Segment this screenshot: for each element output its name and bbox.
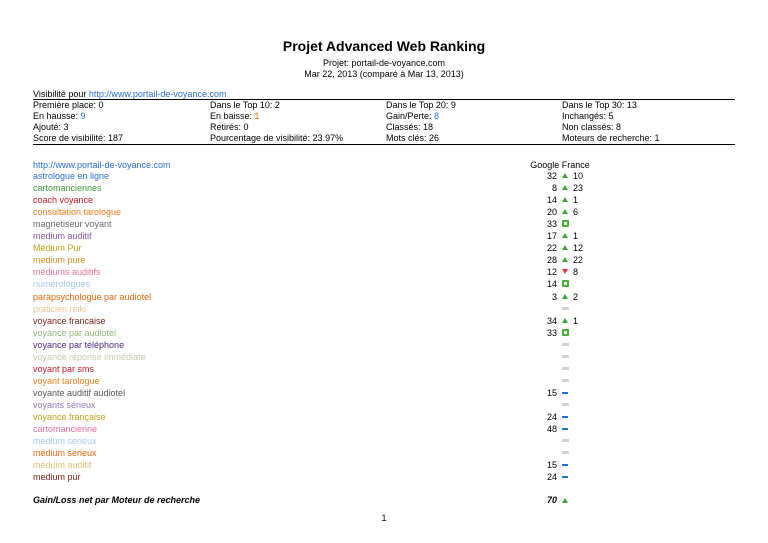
keyword-name: voyance francaise bbox=[33, 315, 106, 326]
stat-value: 1 bbox=[254, 111, 260, 121]
stat-item bbox=[386, 100, 456, 110]
keyword-change: 10 bbox=[573, 171, 584, 181]
unchanged-dash-icon bbox=[562, 473, 570, 481]
keyword-change: 12 bbox=[573, 243, 584, 254]
arrow-up-icon bbox=[562, 184, 570, 192]
keyword-name: coach voyance bbox=[33, 195, 94, 206]
stat-item bbox=[33, 100, 104, 110]
stat-value: 0 bbox=[98, 100, 104, 110]
keyword-name: médiums auditifs bbox=[33, 267, 101, 278]
keyword-rank: 48 bbox=[546, 424, 557, 435]
keyword-change: 22 bbox=[573, 255, 584, 266]
stat-label: En baisse: bbox=[210, 111, 255, 121]
keyword-rank: 34 bbox=[546, 315, 557, 326]
keyword-rank: 14 bbox=[546, 195, 557, 206]
arrow-up-icon bbox=[562, 232, 570, 240]
stat-item bbox=[210, 100, 280, 110]
date-line: Mar 22, 2013 (comparé à Mar 13, 2013) bbox=[304, 69, 464, 79]
stat-value: 9 bbox=[80, 111, 86, 121]
keyword-name: cartomancienne bbox=[33, 424, 98, 435]
stat-label: Dans le Top 10: bbox=[210, 100, 275, 110]
keyword-name: voyants sérieux bbox=[33, 399, 96, 410]
stat-label: Ajouté: bbox=[33, 122, 64, 132]
stat-label: Inchangés: bbox=[562, 111, 609, 121]
unchanged-dash-icon bbox=[562, 461, 570, 469]
keyword-name: voyante auditif audiotel bbox=[33, 387, 126, 398]
keyword-change: 1 bbox=[573, 195, 579, 206]
keyword-name: cartomanciennes bbox=[33, 183, 102, 194]
stat-label: En hausse: bbox=[33, 111, 81, 121]
stat-label: Classés: bbox=[386, 122, 424, 132]
keyword-rank: 12 bbox=[546, 267, 557, 278]
keyword-change: 23 bbox=[573, 183, 584, 194]
keyword-rank: 24 bbox=[546, 412, 557, 422]
keyword-rank: 3 bbox=[551, 291, 557, 302]
stat-value: 23.97% bbox=[312, 133, 344, 143]
stat-label: Mots clés: bbox=[386, 133, 430, 143]
keyword-rank: 22 bbox=[546, 243, 557, 254]
arrow-up-icon bbox=[562, 317, 570, 325]
project-line: Projet: portail-de-voyance.com bbox=[322, 58, 446, 68]
stat-value: 2 bbox=[274, 100, 280, 110]
not-ranked-icon bbox=[562, 437, 570, 445]
keyword-name: voyant tarologue bbox=[33, 375, 100, 386]
keyword-name: medium serieux bbox=[33, 436, 97, 447]
keyword-change: 6 bbox=[573, 207, 579, 218]
footer-label: Gain/Loss net par Moteur de recherche bbox=[33, 495, 201, 505]
keyword-rank: 33 bbox=[546, 327, 557, 338]
keyword-name: praticien reiki bbox=[33, 303, 87, 314]
stat-value: 5 bbox=[608, 111, 614, 121]
stat-label: Dans le Top 20: bbox=[386, 100, 451, 110]
site-url-link[interactable]: http://www.portail-de-voyance.com bbox=[33, 160, 171, 170]
stat-label: Retirés: bbox=[210, 122, 244, 132]
keyword-name: medium pur bbox=[33, 472, 81, 483]
keyword-name: voyance par téléphone bbox=[33, 339, 125, 350]
not-ranked-icon bbox=[562, 401, 570, 409]
keyword-change: 1 bbox=[573, 315, 579, 326]
not-ranked-icon bbox=[562, 377, 570, 385]
keyword-name: voyance par audiotel bbox=[33, 327, 117, 338]
unchanged-dash-icon bbox=[562, 389, 570, 397]
not-ranked-icon bbox=[562, 353, 570, 361]
stat-item bbox=[562, 100, 637, 110]
keyword-name: medium auditif bbox=[33, 231, 92, 242]
arrow-up-icon bbox=[562, 256, 570, 264]
stat-label: Première place: bbox=[33, 100, 99, 110]
keyword-change: 1 bbox=[573, 231, 579, 242]
arrow-up-icon bbox=[562, 196, 570, 204]
stat-value: 26 bbox=[429, 133, 440, 143]
stat-label: Gain/Perte: bbox=[386, 111, 435, 121]
stat-item bbox=[210, 122, 249, 132]
stat-label: Non classés: bbox=[562, 122, 617, 132]
keyword-name: voyant par sms bbox=[33, 363, 95, 374]
stat-value: 18 bbox=[423, 122, 434, 132]
keyword-name: médium serieux bbox=[33, 448, 97, 459]
keyword-name: astrologue en ligne bbox=[33, 171, 110, 181]
keyword-name: voyance française bbox=[33, 412, 106, 422]
stat-value: 8 bbox=[616, 122, 622, 132]
stat-item bbox=[33, 111, 86, 121]
stat-item bbox=[386, 111, 439, 121]
keyword-change: 2 bbox=[573, 291, 579, 302]
unchanged-dash-icon bbox=[562, 413, 570, 421]
stat-item bbox=[386, 133, 439, 143]
keyword-rank: 33 bbox=[546, 219, 557, 230]
stat-item bbox=[562, 111, 614, 121]
footer-value: 70 bbox=[546, 495, 557, 505]
stat-item bbox=[33, 122, 69, 132]
stat-label: Dans le Top 30: bbox=[562, 100, 627, 110]
keyword-rank: 32 bbox=[546, 171, 557, 181]
visibility-url-link[interactable]: http://www.portail-de-voyance.com bbox=[88, 89, 227, 99]
stat-item bbox=[562, 122, 621, 132]
stat-item bbox=[210, 133, 343, 143]
keyword-name: consultation tarologue bbox=[33, 207, 122, 218]
not-ranked-icon bbox=[562, 365, 570, 373]
stat-value: 187 bbox=[108, 133, 124, 143]
stat-item bbox=[562, 133, 660, 143]
keyword-rank: 15 bbox=[546, 460, 557, 471]
stat-value: 1 bbox=[654, 133, 660, 143]
keyword-name: parapsychologue par audiotel bbox=[33, 291, 152, 302]
keyword-name: Médium Pur bbox=[33, 243, 82, 254]
arrow-up-icon bbox=[562, 293, 570, 301]
keyword-name: medium pure bbox=[33, 255, 86, 266]
arrow-up-icon bbox=[562, 244, 570, 252]
arrow-up-icon bbox=[562, 172, 570, 180]
stat-label: Pourcentage de visibilité: bbox=[210, 133, 313, 143]
arrow-up-icon bbox=[562, 208, 570, 216]
footer-up-icon bbox=[562, 497, 570, 505]
page-number: 1 bbox=[381, 513, 387, 523]
stat-label: Moteurs de recherche: bbox=[562, 133, 655, 143]
visibility-heading bbox=[33, 89, 226, 99]
not-ranked-icon bbox=[562, 341, 570, 349]
stat-value: 8 bbox=[434, 111, 440, 121]
stat-value: 9 bbox=[450, 100, 456, 110]
stat-value: 0 bbox=[243, 122, 249, 132]
stat-label: Score de visibilité: bbox=[33, 133, 109, 143]
new-entry-icon bbox=[562, 220, 570, 228]
not-ranked-icon bbox=[562, 305, 570, 313]
stat-value: 13 bbox=[626, 100, 637, 110]
keyword-name: numérologues bbox=[33, 279, 91, 290]
new-entry-icon bbox=[562, 329, 570, 337]
arrow-down-icon bbox=[562, 268, 570, 276]
stat-item bbox=[210, 111, 260, 121]
keyword-rank: 17 bbox=[546, 231, 557, 242]
keyword-change: 8 bbox=[573, 267, 579, 278]
keyword-name: magnetiseur voyant bbox=[33, 219, 112, 230]
keyword-rank: 28 bbox=[546, 255, 557, 266]
engine-header: Google France bbox=[530, 160, 590, 170]
keyword-rank: 15 bbox=[546, 387, 557, 398]
keyword-rank: 14 bbox=[546, 279, 557, 290]
stats-bottom-rule bbox=[33, 144, 735, 145]
not-ranked-icon bbox=[562, 449, 570, 457]
new-entry-icon bbox=[562, 280, 570, 288]
report-title: Projet Advanced Web Ranking bbox=[282, 38, 486, 54]
keyword-rank: 20 bbox=[546, 207, 557, 218]
visibility-prefix: Visibilité pour bbox=[33, 89, 87, 99]
unchanged-dash-icon bbox=[562, 425, 570, 433]
keyword-name: voyance réponse immédiate bbox=[33, 351, 146, 362]
stat-item bbox=[386, 122, 433, 132]
stat-item bbox=[33, 133, 123, 143]
keyword-rank: 24 bbox=[546, 472, 557, 483]
keyword-rank: 8 bbox=[551, 183, 557, 194]
stat-value: 3 bbox=[63, 122, 69, 132]
keyword-name: méduim auditif bbox=[33, 460, 92, 471]
